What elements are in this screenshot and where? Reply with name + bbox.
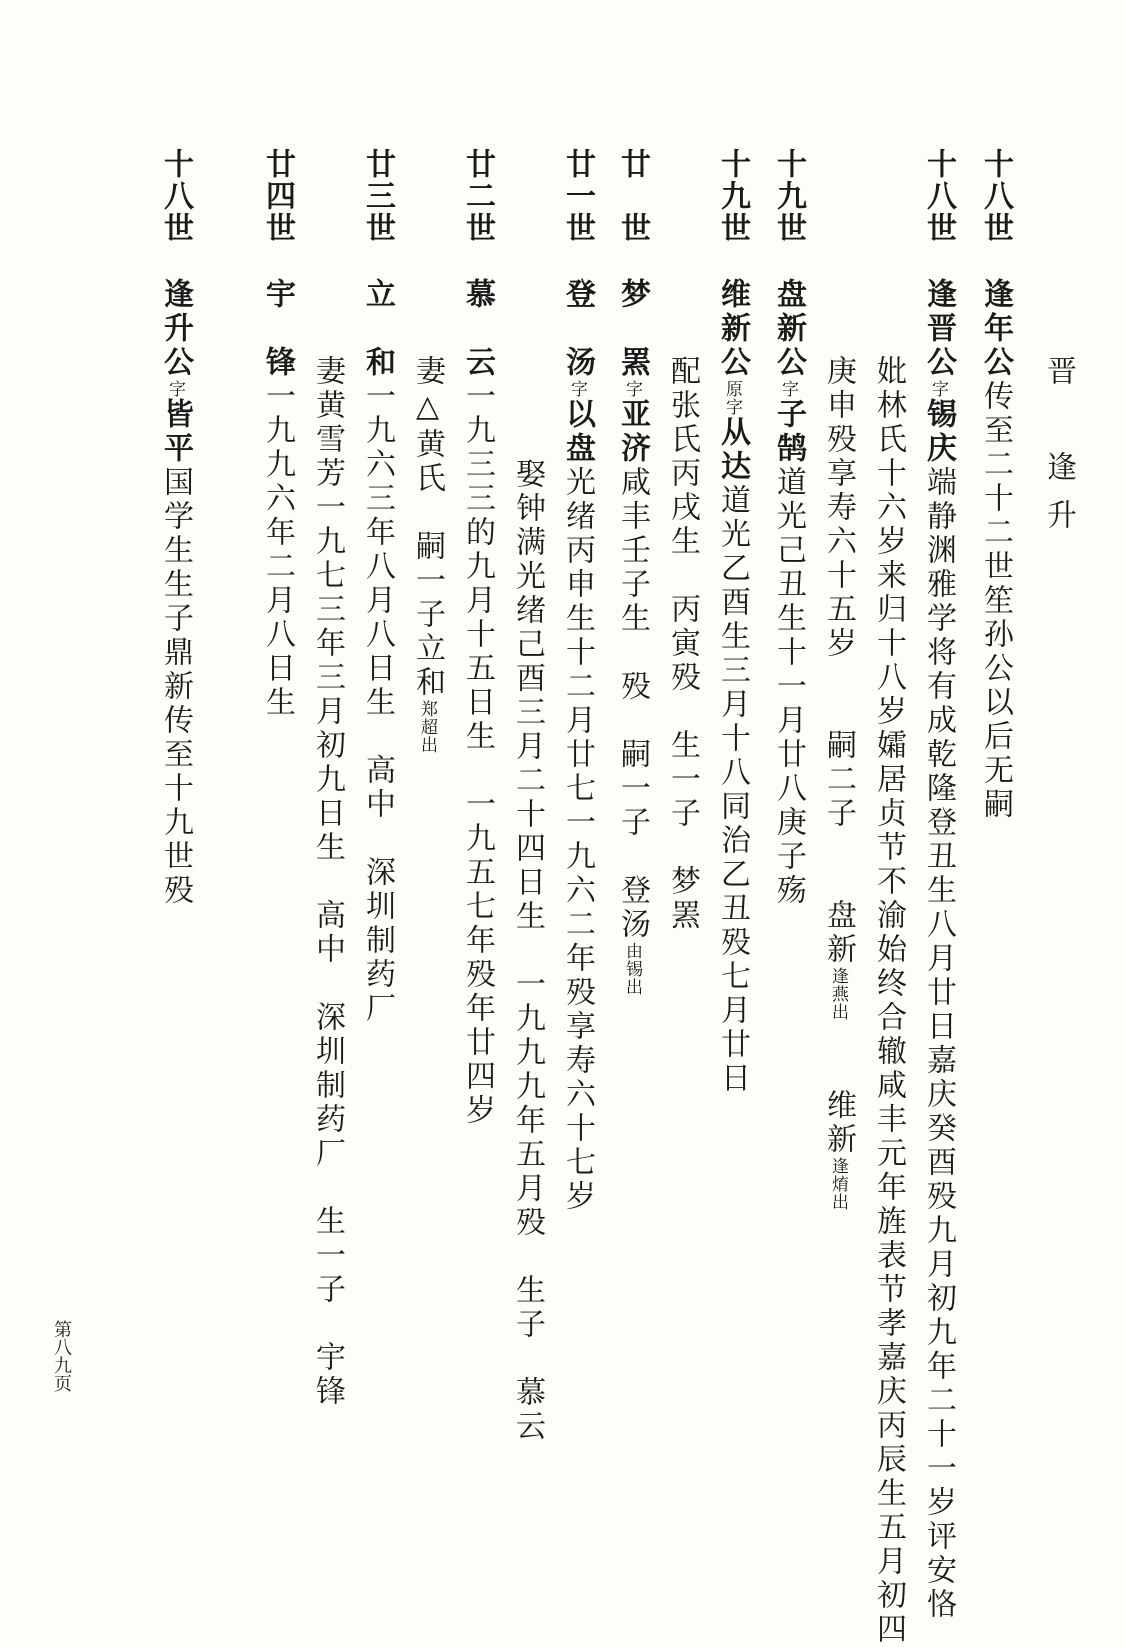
generation-label: 廿一世 bbox=[560, 148, 595, 244]
generation-label: 十九世 bbox=[771, 148, 806, 244]
zi-marker: 原字 bbox=[722, 380, 742, 416]
entry-deng-tang bbox=[560, 148, 595, 1214]
person-name: 盘新公 bbox=[771, 278, 806, 380]
person-name: 逢年公 bbox=[978, 278, 1013, 380]
courtesy-name: 从达 bbox=[715, 416, 750, 484]
courtesy-name: 亚济 bbox=[615, 398, 650, 466]
courtesy-name: 皆平 bbox=[158, 398, 193, 466]
entry-text: 咸丰壬子生 殁 嗣一子 登汤 bbox=[615, 466, 650, 942]
entry-text: 妣林氏十六岁来归十八岁孀居贞节不渝始终合辙咸丰元年旌表节孝嘉庆丙辰生五月初四 bbox=[871, 355, 906, 1647]
person-name: 维新公 bbox=[715, 278, 750, 380]
generation-label: 廿四世 bbox=[260, 148, 295, 244]
note-small: 郑超出 bbox=[417, 700, 437, 754]
page-title: 晋 逢升 bbox=[1041, 355, 1076, 547]
generation-label: 廿 世 bbox=[615, 148, 650, 244]
entry-text: 传至二十二世笙孙公以后无嗣 bbox=[978, 380, 1013, 822]
entry-text: 一九六三年八月八日生 高中 深圳制药厂 bbox=[360, 380, 395, 1026]
generation-label: 十九世 bbox=[715, 148, 750, 244]
person-name: 逢升公 bbox=[158, 278, 193, 380]
entry-wife-huang-xuefang bbox=[310, 355, 345, 1409]
note-small: 由锡出 bbox=[622, 942, 642, 996]
zi-marker: 字 bbox=[622, 380, 642, 398]
person-name: 逢晋公 bbox=[921, 278, 956, 380]
entry-feng-sheng bbox=[158, 148, 193, 908]
courtesy-name: 锡庆 bbox=[921, 398, 956, 466]
generation-label: 十八世 bbox=[978, 148, 1013, 244]
entry-feng-nian bbox=[978, 148, 1013, 822]
entry-yu-feng bbox=[260, 148, 295, 720]
entry-wife-huang bbox=[410, 355, 445, 754]
entry-heirs bbox=[821, 355, 856, 1211]
entry-text: 配张氏丙戌生 丙寅殁 生一子 梦罴 bbox=[665, 355, 700, 933]
entry-text: 光绪丙申生十二月廿七一九六二年殁享寿六十七岁 bbox=[560, 466, 595, 1214]
generation-label: 十八世 bbox=[921, 148, 956, 244]
zi-marker: 字 bbox=[567, 380, 587, 398]
person-name: 慕 云 bbox=[460, 278, 495, 380]
entry-pan-xin bbox=[771, 148, 806, 908]
entry-text-2: 维新 bbox=[821, 1021, 856, 1157]
entry-wife-zhong bbox=[510, 458, 545, 1444]
person-name: 立 和 bbox=[360, 278, 395, 380]
zi-marker: 字 bbox=[165, 380, 185, 398]
note-small: 逢燕出 bbox=[828, 967, 848, 1021]
generation-label: 廿三世 bbox=[360, 148, 395, 244]
entry-text: 一九九六年二月八日生 bbox=[260, 380, 295, 720]
entry-wife-zhang bbox=[665, 355, 700, 933]
entry-li-he bbox=[360, 148, 395, 1026]
entry-text: 道光乙酉生三月十八同治乙丑殁七月廿日 bbox=[715, 484, 750, 1096]
person-name: 登 汤 bbox=[560, 278, 595, 380]
generation-label: 十八世 bbox=[158, 148, 193, 244]
generation-label: 廿二世 bbox=[460, 148, 495, 244]
entry-text: 端静渊雅学将有成乾隆登丑生八月廿日嘉庆癸酉殁九月初九年二十一岁评安恪 bbox=[921, 466, 956, 1622]
entry-feng-jin bbox=[921, 148, 956, 1622]
zi-marker: 字 bbox=[928, 380, 948, 398]
entry-wife-lin bbox=[871, 355, 906, 1647]
entry-meng-pi bbox=[615, 148, 650, 996]
courtesy-name: 以盘 bbox=[560, 398, 595, 466]
entry-text: 妻△黄氏 嗣一子立和 bbox=[410, 355, 445, 700]
entry-mu-yun bbox=[460, 148, 495, 1128]
entry-text: 娶钟满光绪己酉三月二十四日生 一九九九年五月殁 生子 慕云 bbox=[510, 458, 545, 1444]
entry-text: 道光己丑生十一月廿八庚子殇 bbox=[771, 466, 806, 908]
entry-text: 一九三三的九月十五日生 一九五七年殁年廿四岁 bbox=[460, 380, 495, 1128]
entry-wei-xin bbox=[715, 148, 750, 1096]
zi-marker: 字 bbox=[778, 380, 798, 398]
page-number: 第八九页 bbox=[51, 1320, 72, 1392]
note-small-2: 逢焴出 bbox=[828, 1157, 848, 1211]
entry-text: 国学生生子鼎新传至十九世殁 bbox=[158, 466, 193, 908]
entry-text: 妻黄雪芳一九七三年三月初九日生 高中 深圳制药厂 生一子 宇锋 bbox=[310, 355, 345, 1409]
person-name: 宇 锋 bbox=[260, 278, 295, 380]
person-name: 梦 罴 bbox=[615, 278, 650, 380]
entry-text: 庚申殁享寿六十五岁 嗣二子 盘新 bbox=[821, 355, 856, 967]
courtesy-name: 子鹄 bbox=[771, 398, 806, 466]
